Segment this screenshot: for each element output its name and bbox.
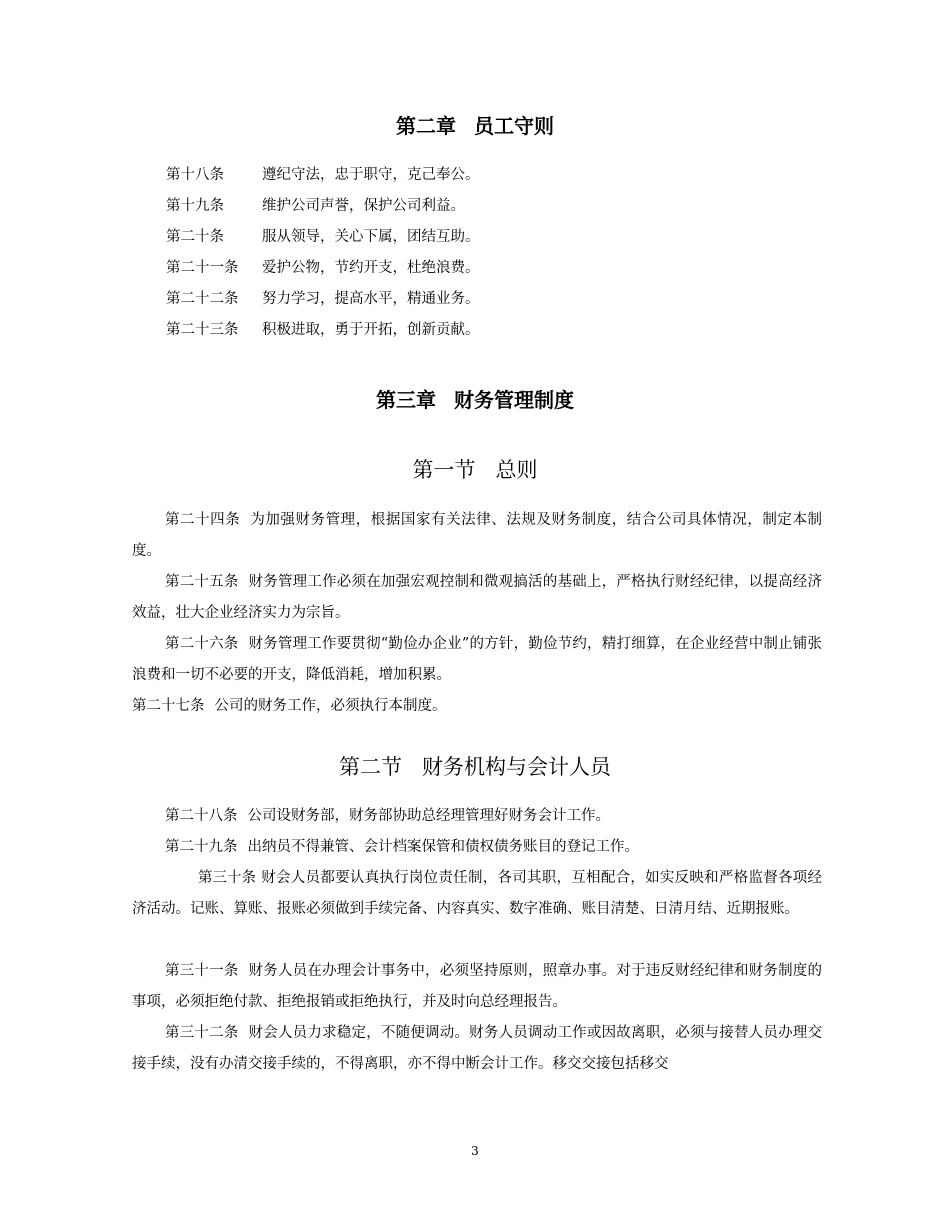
article-line [166,287,480,308]
article-text: 财务人员在办理会计事务中，必须坚持原则，照章办事。对于违反财经纪律和财务制度的事项，必须拒绝付款、拒绝报销或拒绝执行，并及时向总经理报告。 [132,963,822,1010]
article-label: 第三十一条 [165,963,239,979]
article-paragraph [132,801,822,832]
article-text: 积极进取，勇于开拓，创新贡献。 [262,322,480,338]
article-text: 维护公司声誉，保护公司利益。 [262,198,465,214]
section-title: 财务机构与会计人员 [422,755,611,779]
article-paragraph [132,956,822,1018]
article-label: 第三十条 [198,870,256,886]
article-label: 第二十七条 [132,698,205,714]
article-text: 公司的财务工作，必须执行本制度。 [214,698,447,714]
section-number: 第一节 [412,458,476,482]
article-text: 出纳员不得兼管、会计档案保管和债权债务账目的登记工作。 [247,839,639,855]
article-label: 第三十二条 [165,1025,239,1041]
article-label: 第二十三条 [166,322,239,338]
page-number: 3 [471,1144,479,1158]
article-line [166,256,480,277]
chapter-title: 财务管理制度 [454,388,574,412]
article-text: 努力学习，提高水平，精通业务。 [262,291,480,307]
section-2-heading [0,751,950,781]
article-paragraph [132,863,822,925]
article-label: 第二十一条 [166,260,239,276]
chapter-2-heading [0,110,950,139]
article-paragraph [132,567,822,629]
article-line [166,318,480,339]
article-text: 财会人员力求稳定，不随便调动。财务人员调动工作或因故离职，必须与接替人员办理交接手续，没有办清交接手续的，不得离职，亦不得中断会计工作。移交交接包括移交 [132,1025,822,1072]
chapter-3-heading [0,384,950,413]
article-paragraph [132,832,822,863]
article-text: 财会人员都要认真执行岗位责任制，各司其职，互相配合，如实反映和严格监督各项经济活动。记账、算账、报账必须做到手续完备、内容真实、数字准确、账目清楚、日清月结、近期报账。 [132,870,822,917]
article-label: 第二十二条 [166,291,239,307]
article-line [166,194,465,215]
article-label: 第二十九条 [165,839,238,855]
article-label: 第二十八条 [165,808,238,824]
chapter-number: 第二章 [396,114,456,138]
chapter-title: 员工守则 [474,114,554,138]
article-text: 财务管理工作必须在加强宏观控制和微观搞活的基础上，严格执行财经纪律，以提高经济效益，壮大企业经济实力为宗旨。 [132,574,822,621]
article-label: 第十八条 [166,167,224,183]
article-paragraph [132,505,822,567]
article-label: 第二十五条 [165,574,239,590]
article-text: 公司设财务部，财务部协助总经理管理好财务会计工作。 [247,808,610,824]
section-1-heading [0,454,950,484]
section-number: 第二节 [339,755,402,779]
article-paragraph [132,629,822,691]
article-text: 爱护公物，节约开支，杜绝浪费。 [262,260,480,276]
article-label: 第二十四条 [165,512,241,528]
article-label: 第二十六条 [165,636,239,652]
article-label: 第二十条 [166,229,224,245]
section-title: 总则 [495,458,538,482]
article-text: 服从领导，关心下属，团结互助。 [262,229,480,245]
article-text: 为加强财务管理，根据国家有关法律、法规及财务制度，结合公司具体情况，制定本制度。 [132,512,823,559]
article-text: 遵纪守法，忠于职守，克己奉公。 [262,167,480,183]
article-label: 第十九条 [166,198,224,214]
article-paragraph [132,1018,822,1080]
article-line [166,163,480,184]
article-line [166,225,480,246]
article-paragraph [132,691,822,722]
article-text: 财务管理工作要贯彻“勤俭办企业”的方针，勤俭节约，精打细算，在企业经营中制止铺张浪费和一切不必要的开支，降低消耗，增加积累。 [132,636,823,683]
chapter-number: 第三章 [376,388,436,412]
